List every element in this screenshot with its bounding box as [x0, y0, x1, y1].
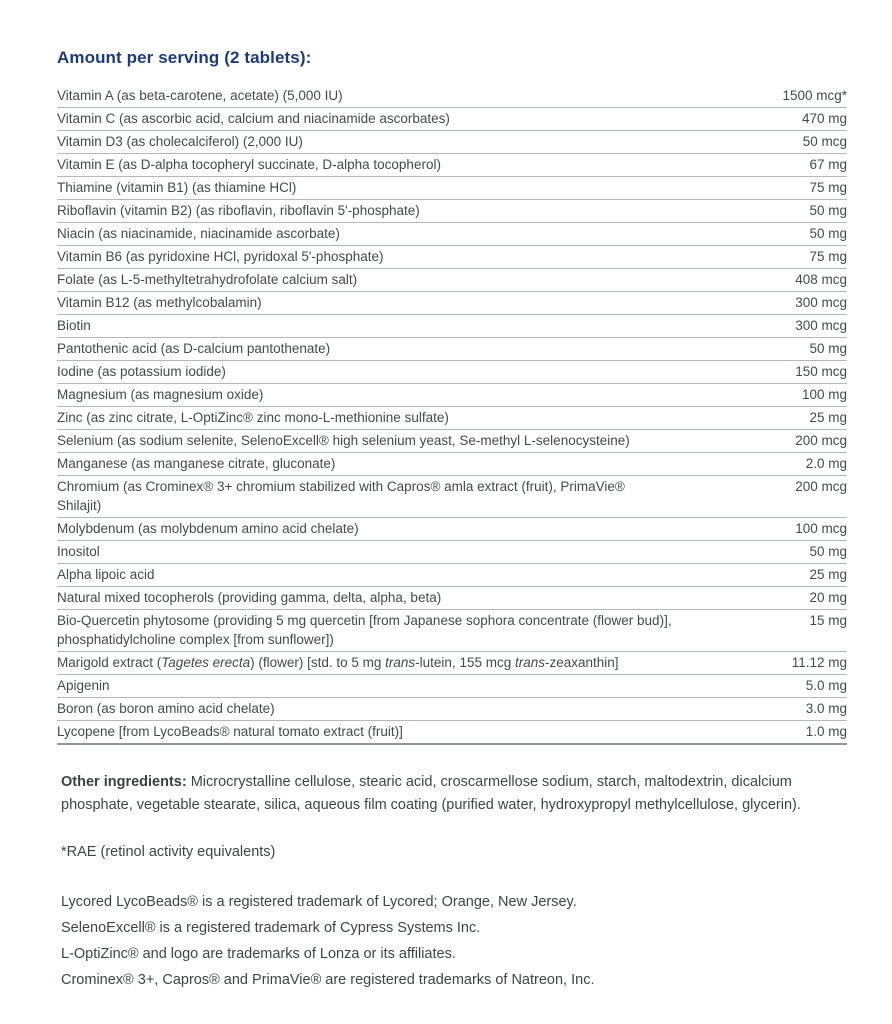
supplement-facts-table	[57, 85, 847, 745]
ingredient-amount: 1.0 mg	[702, 721, 847, 745]
ingredient-amount: 50 mg	[702, 541, 847, 564]
ingredient-amount: 300 mcg	[702, 315, 847, 338]
table-row	[57, 246, 847, 269]
ingredient-amount: 200 mcg	[702, 476, 847, 518]
ingredient-amount: 50 mg	[702, 338, 847, 361]
table-row	[57, 361, 847, 384]
ingredient-amount: 5.0 mg	[702, 675, 847, 698]
ingredient-name: Magnesium (as magnesium oxide)	[57, 384, 702, 407]
ingredient-amount: 100 mg	[702, 384, 847, 407]
table-row	[57, 269, 847, 292]
ingredient-amount: 1500 mcg*	[702, 85, 847, 108]
table-row	[57, 430, 847, 453]
ingredient-name: Chromium (as Crominex® 3+ chromium stabilized with Capros® amla extract (fruit), PrimaVie® Shilajit)	[57, 476, 702, 518]
table-row	[57, 564, 847, 587]
other-ingredients-paragraph	[61, 771, 836, 817]
table-row	[57, 698, 847, 721]
ingredient-amount: 20 mg	[702, 587, 847, 610]
ingredient-name: Vitamin C (as ascorbic acid, calcium and niacinamide ascorbates)	[57, 108, 702, 131]
ingredient-name: Biotin	[57, 315, 702, 338]
ingredient-name: Lycopene [from LycoBeads® natural tomato extract (fruit)]	[57, 721, 702, 745]
ingredient-amount: 75 mg	[702, 177, 847, 200]
ingredient-name: Vitamin B6 (as pyridoxine HCl, pyridoxal 5'-phosphate)	[57, 246, 702, 269]
ingredient-name: Vitamin E (as D-alpha tocopheryl succinate, D-alpha tocopherol)	[57, 154, 702, 177]
table-row	[57, 315, 847, 338]
ingredient-name: Vitamin D3 (as cholecalciferol) (2,000 IU)	[57, 131, 702, 154]
ingredient-name: Natural mixed tocopherols (providing gamma, delta, alpha, beta)	[57, 587, 702, 610]
table-row	[57, 292, 847, 315]
ingredient-name: Niacin (as niacinamide, niacinamide ascorbate)	[57, 223, 702, 246]
trademark-line: Lycored LycoBeads® is a registered trademark of Lycored; Orange, New Jersey.	[61, 894, 577, 910]
ingredient-name: Bio-Quercetin phytosome (providing 5 mg quercetin [from Japanese sophora concentrate (flower bud)], phosphatidylcholine complex [from sunflower])	[57, 610, 702, 652]
ingredient-amount: 150 mcg	[702, 361, 847, 384]
ingredient-amount: 470 mg	[702, 108, 847, 131]
ingredient-name: Boron (as boron amino acid chelate)	[57, 698, 702, 721]
ingredient-name: Zinc (as zinc citrate, L-OptiZinc® zinc mono-L-methionine sulfate)	[57, 407, 702, 430]
ingredient-name: Apigenin	[57, 675, 702, 698]
table-row	[57, 200, 847, 223]
ingredient-amount: 25 mg	[702, 407, 847, 430]
table-row	[57, 675, 847, 698]
ingredient-name: Thiamine (vitamin B1) (as thiamine HCl)	[57, 177, 702, 200]
ingredient-amount: 408 mcg	[702, 269, 847, 292]
page-title: Amount per serving (2 tablets):	[57, 48, 312, 67]
ingredient-amount: 300 mcg	[702, 292, 847, 315]
ingredient-name: Riboflavin (vitamin B2) (as riboflavin, riboflavin 5'-phosphate)	[57, 200, 702, 223]
table-row	[57, 177, 847, 200]
ingredient-amount: 100 mcg	[702, 518, 847, 541]
table-row	[57, 85, 847, 108]
table-row	[57, 453, 847, 476]
ingredient-name: Alpha lipoic acid	[57, 564, 702, 587]
ingredient-name: Vitamin A (as beta-carotene, acetate) (5,000 IU)	[57, 85, 702, 108]
ingredient-name: Vitamin B12 (as methylcobalamin)	[57, 292, 702, 315]
ingredient-name: Pantothenic acid (as D-calcium pantothenate)	[57, 338, 702, 361]
ingredient-amount: 25 mg	[702, 564, 847, 587]
ingredient-name: Iodine (as potassium iodide)	[57, 361, 702, 384]
ingredient-amount: 15 mg	[702, 610, 847, 652]
ingredient-name: Inositol	[57, 541, 702, 564]
other-ingredients-label: Other ingredients:	[61, 774, 187, 790]
table-row	[57, 154, 847, 177]
table-row	[57, 476, 847, 518]
ingredient-amount: 50 mcg	[702, 131, 847, 154]
trademark-notes	[61, 889, 847, 993]
ingredient-name: Folate (as L-5-methyltetrahydrofolate calcium salt)	[57, 269, 702, 292]
table-row	[57, 518, 847, 541]
table-row	[57, 223, 847, 246]
trademark-line: SelenoExcell® is a registered trademark of Cypress Systems Inc.	[61, 920, 481, 936]
notes-section	[61, 771, 847, 993]
ingredient-amount: 2.0 mg	[702, 453, 847, 476]
ingredient-name: Manganese (as manganese citrate, gluconate)	[57, 453, 702, 476]
table-row	[57, 338, 847, 361]
ingredient-amount: 3.0 mg	[702, 698, 847, 721]
ingredient-amount: 50 mg	[702, 200, 847, 223]
ingredient-name: Marigold extract (Tagetes erecta) (flower) [std. to 5 mg trans-lutein, 155 mcg trans-zeaxanthin]	[57, 652, 702, 675]
ingredient-amount: 67 mg	[702, 154, 847, 177]
rae-footnote: *RAE (retinol activity equivalents)	[61, 844, 276, 860]
ingredient-amount: 200 mcg	[702, 430, 847, 453]
ingredient-name: Selenium (as sodium selenite, SelenoExcell® high selenium yeast, Se-methyl L-selenocysteine)	[57, 430, 702, 453]
table-row	[57, 131, 847, 154]
other-ingredients-text: Microcrystalline cellulose, stearic acid, croscarmellose sodium, starch, maltodextrin, dicalcium phosphate, vegetable stearate, silica, aqueous film coating (purified water, hydroxypropyl methylcellulose, glycerin).	[61, 774, 801, 813]
table-row	[57, 108, 847, 131]
supplement-facts-rows	[57, 85, 847, 744]
ingredient-amount: 11.12 mg	[702, 652, 847, 675]
trademark-line: L-OptiZinc® and logo are trademarks of Lonza or its affiliates.	[61, 946, 456, 962]
table-row	[57, 652, 847, 675]
table-row	[57, 541, 847, 564]
table-row	[57, 610, 847, 652]
trademark-line: Crominex® 3+, Capros® and PrimaVie® are registered trademarks of Natreon, Inc.	[61, 972, 595, 988]
table-row	[57, 587, 847, 610]
table-row	[57, 384, 847, 407]
ingredient-amount: 75 mg	[702, 246, 847, 269]
ingredient-name: Molybdenum (as molybdenum amino acid chelate)	[57, 518, 702, 541]
table-row	[57, 407, 847, 430]
table-row	[57, 721, 847, 745]
ingredient-amount: 50 mg	[702, 223, 847, 246]
